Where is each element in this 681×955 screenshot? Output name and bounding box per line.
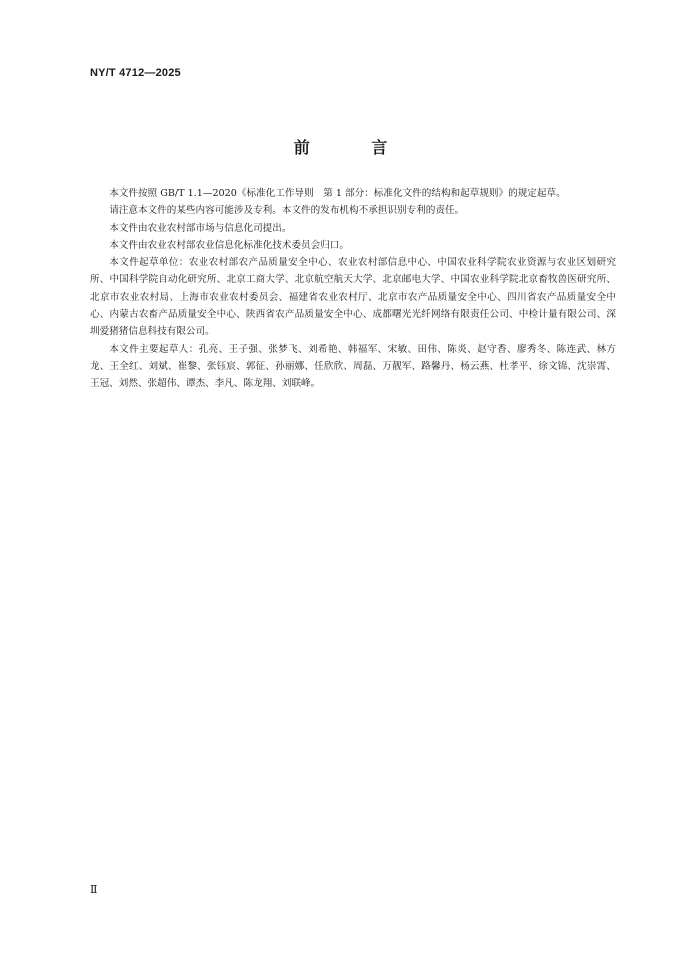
paragraph-drafting-units: 本文件起草单位：农业农村部农产品质量安全中心、农业农村部信息中心、中国农业科学院农业资源与农业区划研究所、中国科学院自动化研究所、北京工商大学、北京航空航天大学、北京邮电大学、中国农业科学院北京畜牧兽医研究所、北京市农业农村局、上海市农业农村委员会、福建省农业农村厅、北京市农产品质量安全中心、四川省农产品质量安全中心、内蒙古农畜产品质量安全中心、陕西省农产品质量安全中心、成都曙光光纤网络有限责任公司、中检计量有限公司、深圳爱猪猪信息科技有限公司。 (90, 257, 616, 338)
paragraph-proposed-by: 本文件由农业农村部市场与信息化司提出。 (109, 222, 292, 234)
paragraph-main-drafters: 本文件主要起草人：孔亮、王子强、张梦飞、刘希艳、韩福军、宋敏、田伟、陈炎、赵守香、廖秀冬、陈连武、林方龙、王全红、刘斌、崔黎、张钰宸、郭征、孙丽娜、任欣欣、周磊、万靓军、路馨丹、杨云燕、杜孝平、徐文锦、沈崇霄、王冠、刘然、张超伟、谭杰、李凡、陈龙翔、刘联峰。 (90, 343, 616, 390)
foreword-body (90, 185, 616, 393)
paragraph-drafting-rules: 本文件按照 GB/T 1.1—2020《标准化工作导则 第 1 部分：标准化文件的结构和起草规则》的规定起草。 (109, 188, 566, 199)
paragraph-patent-notice: 请注意本文件的某些内容可能涉及专利。本文件的发布机构不承担识别专利的责任。 (109, 205, 465, 217)
paragraph-centralized-by: 本文件由农业农村部农业信息化标准化技术委员会归口。 (109, 239, 350, 251)
page-title: 前 言 (293, 138, 416, 157)
standard-code: NY/T 4712—2025 (90, 67, 181, 79)
page-number: Ⅱ (90, 883, 98, 896)
